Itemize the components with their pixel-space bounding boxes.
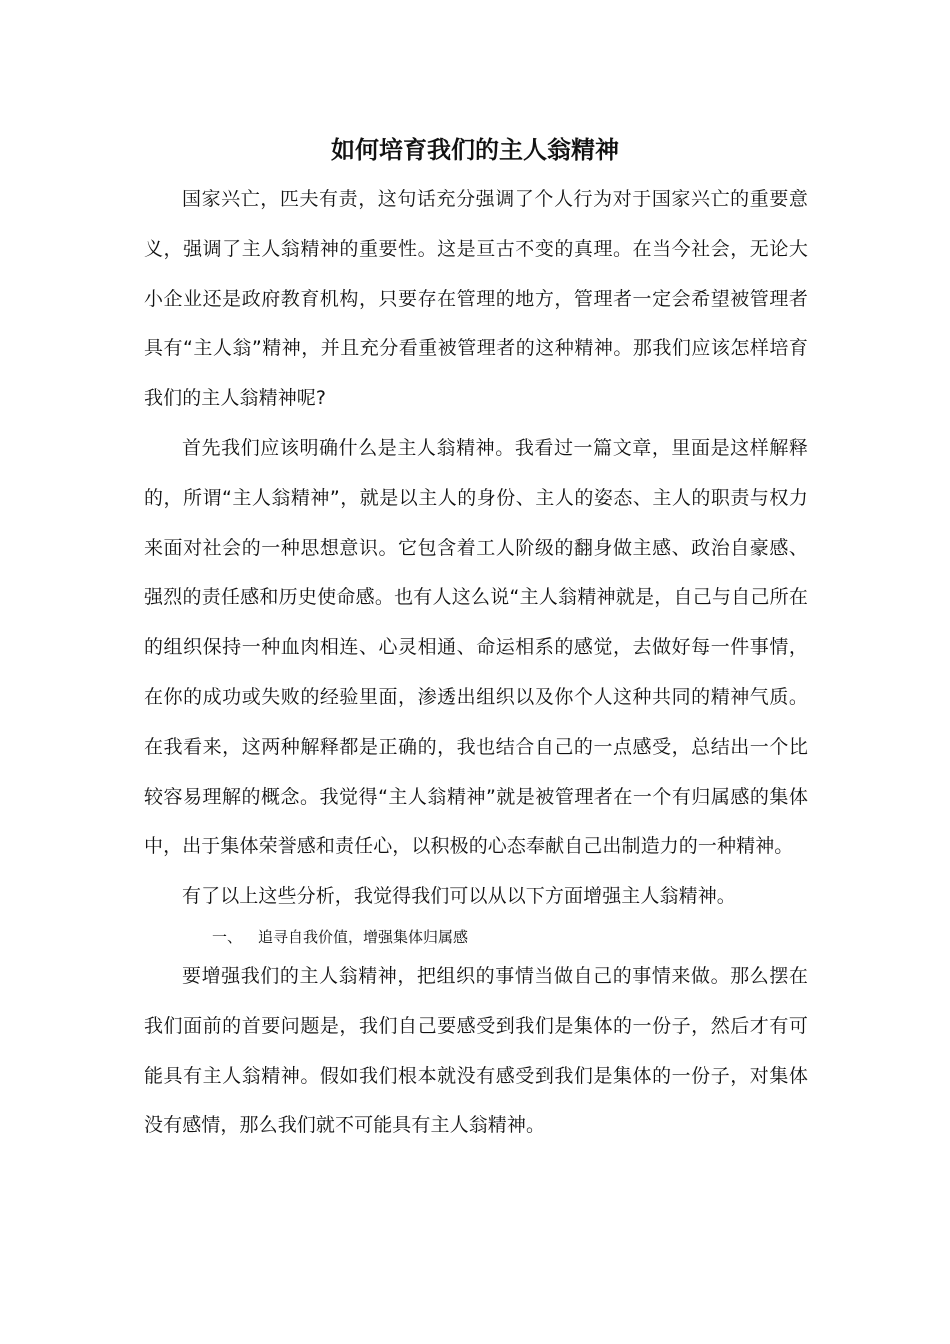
paragraph-section-one: 要增强我们的主人翁精神，把组织的事情当做自己的事情来做。那么摆在我们面前的首要问题是，我们自己要感受到我们是集体的一份子，然后才有可能具有主人翁精神。假如我们根本就没有感受到我们是集体的一份子，对集体没有感情，那么我们就不可能具有主人翁精神。	[144, 964, 808, 1137]
document-title: 如何培育我们的主人翁精神	[331, 136, 619, 164]
section-heading-number: 一、	[212, 927, 243, 946]
document-body	[144, 175, 808, 1151]
section-heading	[144, 922, 808, 952]
section-heading-text: 追寻自我价值，增强集体归属感	[258, 927, 469, 946]
paragraph-intro: 国家兴亡，匹夫有责，这句话充分强调了个人行为对于国家兴亡的重要意义，强调了主人翁精神的重要性。这是亘古不变的真理。在当今社会，无论大小企业还是政府教育机构，只要存在管理的地方，管理者一定会希望被管理者具有“主人翁”精神，并且充分看重被管理者的这种精神。那我们应该怎样培育我们的主人翁精神呢?	[144, 188, 808, 410]
paragraph-definition: 首先我们应该明确什么是主人翁精神。我看过一篇文章，里面是这样解释的，所谓“主人翁精神”，就是以主人的身份、主人的姿态、主人的职责与权力来面对社会的一种思想意识。它包含着工人阶级的翻身做主感、政治自豪感、强烈的责任感和历史使命感。也有人这么说“主人翁精神就是，自己与自己所在的组织保持一种血肉相连、心灵相通、命运相系的感觉，去做好每一件事情，在你的成功或失败的经验里面，渗透出组织以及你个人这种共同的精神气质。在我看来，这两种解释都是正确的，我也结合自己的一点感受，总结出一个比较容易理解的概念。我觉得“主人翁精神”就是被管理者在一个有归属感的集体中，出于集体荣誉感和责任心，以积极的心态奉献自己出制造力的一种精神。	[144, 436, 808, 858]
paragraph-transition: 有了以上这些分析，我觉得我们可以从以下方面增强主人翁精神。	[182, 885, 736, 908]
